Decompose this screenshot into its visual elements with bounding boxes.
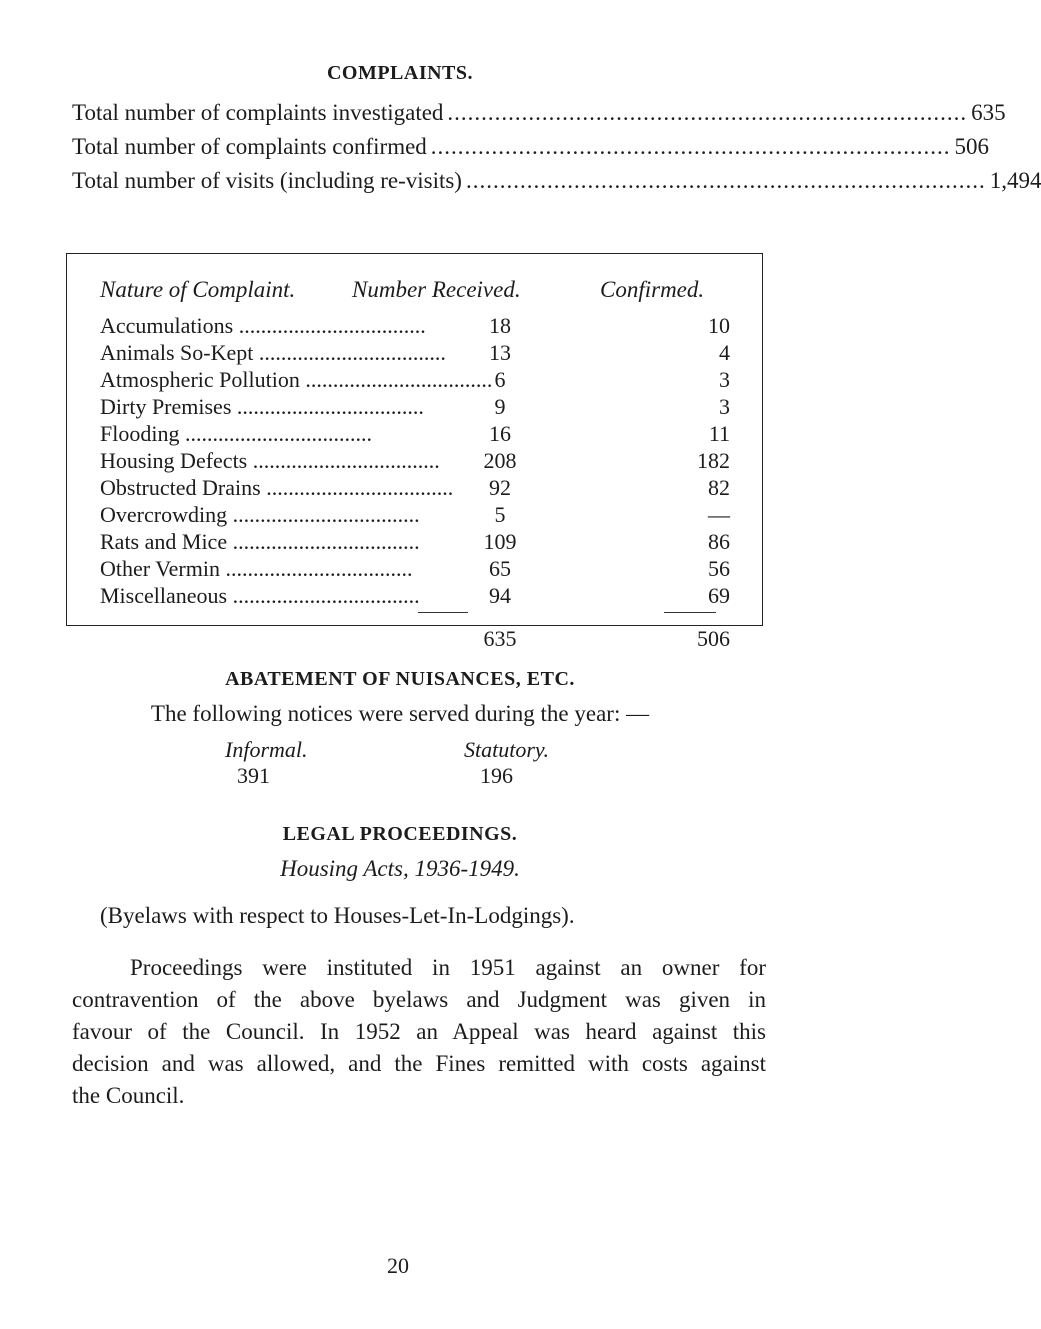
row-confirmed: 182 [697, 448, 730, 473]
row-confirmed: 4 [719, 340, 730, 365]
row-received: 5 [494, 502, 506, 527]
header-confirmed: Confirmed. [600, 277, 705, 302]
dot-leader: ............................................................................. [465, 168, 986, 193]
total-confirmed: 506 [697, 626, 730, 651]
row-nature: Miscellaneous .................................. [100, 583, 420, 608]
row-received: 92 [489, 475, 511, 500]
informal-value: 391 [237, 763, 270, 788]
summary-value: 635 [971, 100, 1006, 125]
row-confirmed: 69 [708, 583, 730, 608]
summary-value: 506 [954, 134, 990, 159]
summary-value: 1,494 [989, 168, 1041, 193]
summary-row-investigated [72, 100, 1006, 126]
totals-row [100, 626, 740, 653]
row-received: 208 [483, 448, 517, 473]
paragraph-line: the Council. [72, 1083, 185, 1108]
row-received: 18 [489, 313, 511, 338]
legal-subheading: Housing Acts, 1936-1949. [280, 856, 520, 881]
informal-label: Informal. [225, 737, 308, 762]
statutory-label: Statutory. [464, 737, 549, 762]
legal-heading: LEGAL PROCEEDINGS. [282, 823, 518, 845]
row-confirmed: 3 [719, 394, 730, 419]
row-nature: Accumulations .................................. [100, 313, 426, 338]
row-nature: Animals So-Kept .................................. [100, 340, 446, 365]
table-row [100, 313, 740, 340]
dot-leader: ............................................................................. [430, 134, 951, 159]
row-confirmed: 82 [708, 475, 730, 500]
row-confirmed: 3 [719, 367, 730, 392]
row-nature: Housing Defects .................................. [100, 448, 440, 473]
row-nature: Overcrowding .................................. [100, 502, 420, 527]
table-row [100, 556, 740, 583]
table-row [100, 421, 740, 448]
total-rule-confirmed-top [664, 612, 716, 613]
table-row [100, 502, 740, 529]
row-confirmed: 10 [708, 313, 730, 338]
row-received: 94 [489, 583, 511, 608]
total-rule-received-top [418, 612, 468, 613]
table-row [100, 529, 740, 556]
row-nature: Flooding .................................. [100, 421, 372, 446]
abatement-heading: ABATEMENT OF NUISANCES, ETC. [225, 668, 575, 690]
paragraph-line: contravention of the above byelaws and Judgment was given in [72, 987, 766, 1012]
row-received: 9 [494, 394, 506, 419]
paragraph-line: decision and was allowed, and the Fines remitted with costs against [72, 1051, 766, 1076]
row-nature: Rats and Mice .................................. [100, 529, 420, 554]
table-row [100, 340, 740, 367]
abatement-intro: The following notices were served during the year: — [150, 701, 650, 726]
header-received: Number Received. [352, 277, 521, 302]
summary-label: Total number of visits (including re-visits) [72, 168, 462, 193]
row-nature: Atmospheric Pollution .................................. [100, 367, 493, 392]
summary-row-visits [72, 168, 1041, 194]
row-nature: Other Vermin .................................. [100, 556, 413, 581]
row-nature: Obstructed Drains .................................. [100, 475, 454, 500]
table-row [100, 475, 740, 502]
row-received: 65 [489, 556, 511, 581]
table-row [100, 448, 740, 475]
row-received: 16 [489, 421, 511, 446]
row-received: 109 [483, 529, 517, 554]
summary-label: Total number of complaints investigated [72, 100, 444, 125]
row-nature: Dirty Premises .................................. [100, 394, 424, 419]
dot-leader: ............................................................................. [447, 100, 968, 125]
page-title: COMPLAINTS. [326, 62, 474, 84]
paragraph-line: Proceedings were instituted in 1951 against an owner for [130, 955, 766, 980]
table-row [100, 367, 740, 394]
row-confirmed: 86 [708, 529, 730, 554]
row-received: 13 [489, 340, 511, 365]
summary-label: Total number of complaints confirmed [72, 134, 427, 159]
paragraph-line: favour of the Council. In 1952 an Appeal was heard against this [72, 1019, 766, 1044]
page-number: 20 [387, 1253, 409, 1278]
row-confirmed: 56 [708, 556, 730, 581]
table-row [100, 394, 740, 421]
total-received: 635 [483, 626, 517, 651]
row-confirmed: — [708, 502, 730, 527]
byelaws-note: (Byelaws with respect to Houses-Let-In-Lodgings). [100, 903, 575, 928]
summary-row-confirmed [72, 134, 990, 160]
row-confirmed: 11 [708, 421, 730, 446]
header-nature: Nature of Complaint. [100, 277, 296, 302]
statutory-value: 196 [480, 763, 513, 788]
row-received: 6 [494, 367, 506, 392]
table-row [100, 583, 740, 610]
